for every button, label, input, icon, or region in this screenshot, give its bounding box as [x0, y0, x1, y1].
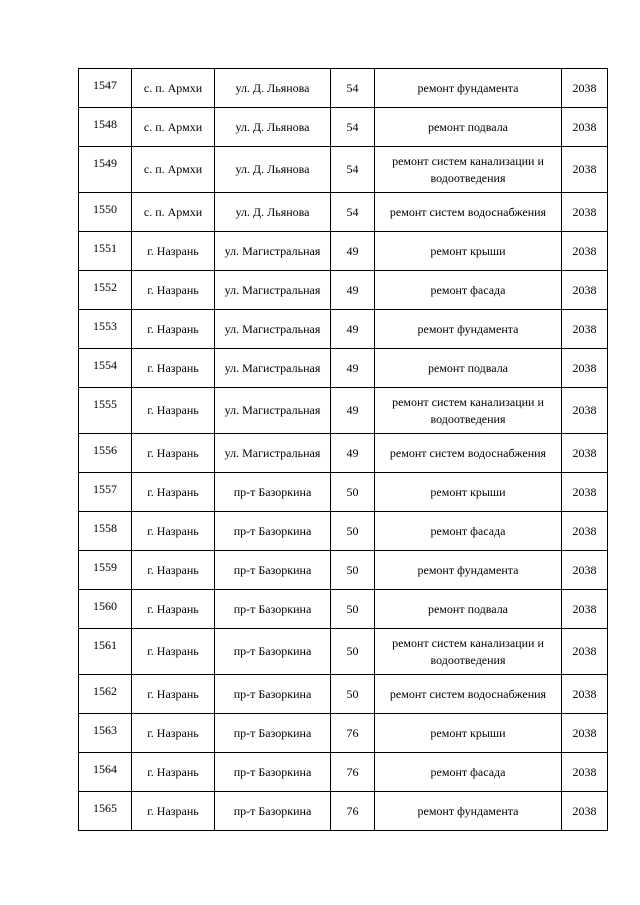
row-number: 1552: [79, 271, 132, 310]
work-type-cell: ремонт подвала: [375, 349, 562, 388]
table-row: [79, 108, 608, 147]
locality-cell: г. Назрань: [132, 512, 215, 551]
year-cell: 2038: [562, 512, 608, 551]
table-row: [79, 629, 608, 675]
street-cell: ул. Магистральная: [215, 271, 331, 310]
locality-cell: г. Назрань: [132, 590, 215, 629]
street-cell: ул. Магистральная: [215, 232, 331, 271]
row-number: 1554: [79, 349, 132, 388]
table-row: [79, 753, 608, 792]
row-number: 1553: [79, 310, 132, 349]
house-number-cell: 54: [331, 193, 375, 232]
table-row: [79, 69, 608, 108]
street-cell: ул. Д. Льянова: [215, 147, 331, 193]
locality-cell: г. Назрань: [132, 629, 215, 675]
work-type-cell: ремонт систем канализации и водоотведения: [375, 388, 562, 434]
locality-cell: г. Назрань: [132, 792, 215, 831]
row-number: 1551: [79, 232, 132, 271]
street-cell: ул. Магистральная: [215, 434, 331, 473]
work-type-cell: ремонт крыши: [375, 473, 562, 512]
street-cell: пр-т Базоркина: [215, 714, 331, 753]
work-type-cell: ремонт фасада: [375, 753, 562, 792]
year-cell: 2038: [562, 232, 608, 271]
locality-cell: с. п. Армхи: [132, 108, 215, 147]
house-number-cell: 54: [331, 69, 375, 108]
street-cell: пр-т Базоркина: [215, 675, 331, 714]
locality-cell: с. п. Армхи: [132, 193, 215, 232]
year-cell: 2038: [562, 108, 608, 147]
house-number-cell: 50: [331, 629, 375, 675]
row-number: 1548: [79, 108, 132, 147]
locality-cell: г. Назрань: [132, 388, 215, 434]
locality-cell: г. Назрань: [132, 714, 215, 753]
work-type-cell: ремонт фундамента: [375, 792, 562, 831]
table-row: [79, 193, 608, 232]
table-row: [79, 512, 608, 551]
house-number-cell: 49: [331, 434, 375, 473]
house-number-cell: 54: [331, 108, 375, 147]
year-cell: 2038: [562, 388, 608, 434]
table-row: [79, 590, 608, 629]
year-cell: 2038: [562, 629, 608, 675]
locality-cell: г. Назрань: [132, 232, 215, 271]
street-cell: пр-т Базоркина: [215, 590, 331, 629]
row-number: 1560: [79, 590, 132, 629]
locality-cell: с. п. Армхи: [132, 69, 215, 108]
work-type-cell: ремонт фундамента: [375, 69, 562, 108]
year-cell: 2038: [562, 349, 608, 388]
row-number: 1559: [79, 551, 132, 590]
work-type-cell: ремонт фасада: [375, 271, 562, 310]
row-number: 1563: [79, 714, 132, 753]
work-type-cell: ремонт подвала: [375, 590, 562, 629]
house-number-cell: 50: [331, 473, 375, 512]
table-row: [79, 714, 608, 753]
street-cell: пр-т Базоркина: [215, 473, 331, 512]
year-cell: 2038: [562, 551, 608, 590]
table-row: [79, 473, 608, 512]
work-type-cell: ремонт фундамента: [375, 310, 562, 349]
locality-cell: с. п. Армхи: [132, 147, 215, 193]
year-cell: 2038: [562, 714, 608, 753]
house-number-cell: 76: [331, 714, 375, 753]
street-cell: пр-т Базоркина: [215, 753, 331, 792]
year-cell: 2038: [562, 434, 608, 473]
house-number-cell: 49: [331, 388, 375, 434]
locality-cell: г. Назрань: [132, 349, 215, 388]
house-number-cell: 50: [331, 512, 375, 551]
street-cell: пр-т Базоркина: [215, 792, 331, 831]
street-cell: ул. Магистральная: [215, 349, 331, 388]
table-row: [79, 271, 608, 310]
year-cell: 2038: [562, 310, 608, 349]
street-cell: ул. Д. Льянова: [215, 193, 331, 232]
row-number: 1561: [79, 629, 132, 675]
street-cell: ул. Д. Льянова: [215, 108, 331, 147]
street-cell: пр-т Базоркина: [215, 629, 331, 675]
house-number-cell: 76: [331, 753, 375, 792]
locality-cell: г. Назрань: [132, 310, 215, 349]
table-row: [79, 310, 608, 349]
street-cell: ул. Магистральная: [215, 310, 331, 349]
work-type-cell: ремонт систем канализации и водоотведения: [375, 629, 562, 675]
street-cell: ул. Д. Льянова: [215, 69, 331, 108]
year-cell: 2038: [562, 193, 608, 232]
locality-cell: г. Назрань: [132, 753, 215, 792]
house-number-cell: 50: [331, 590, 375, 629]
year-cell: 2038: [562, 147, 608, 193]
year-cell: 2038: [562, 271, 608, 310]
house-number-cell: 49: [331, 232, 375, 271]
table-row: [79, 434, 608, 473]
locality-cell: г. Назрань: [132, 551, 215, 590]
row-number: 1557: [79, 473, 132, 512]
street-cell: пр-т Базоркина: [215, 512, 331, 551]
table-body: [79, 69, 608, 831]
locality-cell: г. Назрань: [132, 473, 215, 512]
year-cell: 2038: [562, 473, 608, 512]
work-type-cell: ремонт крыши: [375, 232, 562, 271]
house-number-cell: 50: [331, 675, 375, 714]
house-number-cell: 49: [331, 310, 375, 349]
work-type-cell: ремонт крыши: [375, 714, 562, 753]
row-number: 1556: [79, 434, 132, 473]
row-number: 1549: [79, 147, 132, 193]
row-number: 1565: [79, 792, 132, 831]
row-number: 1555: [79, 388, 132, 434]
row-number: 1550: [79, 193, 132, 232]
row-number: 1558: [79, 512, 132, 551]
work-type-cell: ремонт систем водоснабжения: [375, 193, 562, 232]
house-number-cell: 76: [331, 792, 375, 831]
work-type-cell: ремонт фасада: [375, 512, 562, 551]
year-cell: 2038: [562, 792, 608, 831]
work-type-cell: ремонт систем водоснабжения: [375, 675, 562, 714]
locality-cell: г. Назрань: [132, 675, 215, 714]
table-row: [79, 792, 608, 831]
year-cell: 2038: [562, 590, 608, 629]
row-number: 1562: [79, 675, 132, 714]
house-number-cell: 54: [331, 147, 375, 193]
work-type-cell: ремонт систем водоснабжения: [375, 434, 562, 473]
locality-cell: г. Назрань: [132, 271, 215, 310]
year-cell: 2038: [562, 69, 608, 108]
table-row: [79, 675, 608, 714]
house-number-cell: 49: [331, 271, 375, 310]
table-row: [79, 349, 608, 388]
work-type-cell: ремонт систем канализации и водоотведения: [375, 147, 562, 193]
row-number: 1564: [79, 753, 132, 792]
locality-cell: г. Назрань: [132, 434, 215, 473]
table-row: [79, 232, 608, 271]
table-row: [79, 388, 608, 434]
year-cell: 2038: [562, 675, 608, 714]
house-number-cell: 49: [331, 349, 375, 388]
work-type-cell: ремонт подвала: [375, 108, 562, 147]
table-row: [79, 147, 608, 193]
row-number: 1547: [79, 69, 132, 108]
street-cell: пр-т Базоркина: [215, 551, 331, 590]
repair-schedule-table: [78, 68, 608, 831]
street-cell: ул. Магистральная: [215, 388, 331, 434]
year-cell: 2038: [562, 753, 608, 792]
table-row: [79, 551, 608, 590]
house-number-cell: 50: [331, 551, 375, 590]
work-type-cell: ремонт фундамента: [375, 551, 562, 590]
